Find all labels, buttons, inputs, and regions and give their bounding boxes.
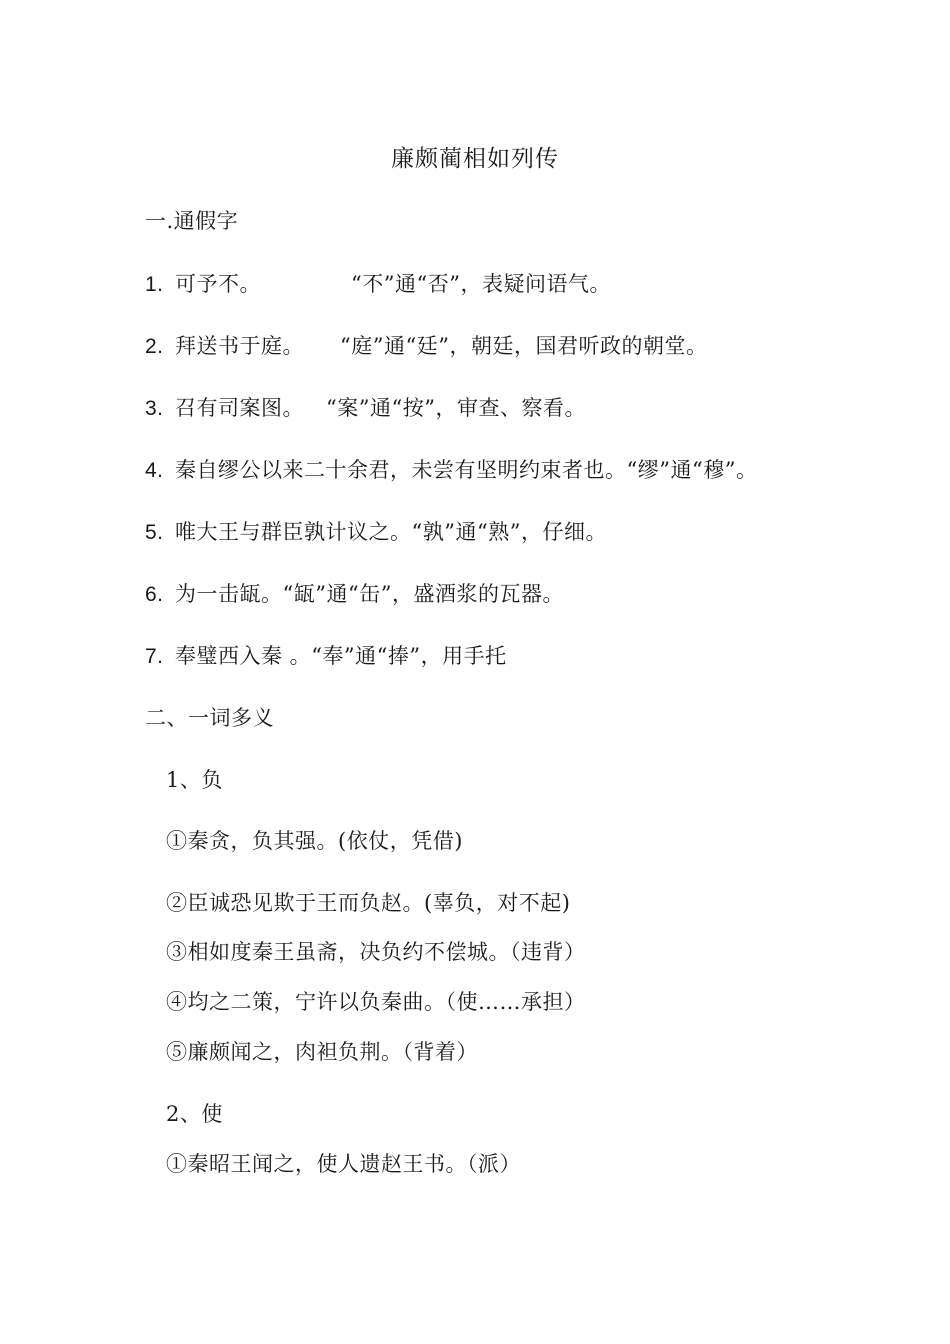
item-sentence: 可予不。 [175, 272, 261, 296]
item-note: “奉”通“捧”，用手托 [311, 644, 507, 668]
word-label-shi: 2、使 [166, 1102, 223, 1126]
meaning-item: ①秦贪，负其强。(依仗，凭借) [166, 829, 463, 853]
list-item [145, 394, 586, 423]
item-sentence: 唯大王与群臣孰计议之。 [175, 520, 412, 544]
item-sentence: 奉璧西入秦 。 [175, 644, 312, 668]
item-sentence: 秦自缪公以来二十余君，未尝有坚明约束者也。 [175, 458, 627, 482]
meaning-item: ②臣诚恐见欺于王而负赵。(辜负，对不起) [166, 891, 571, 915]
item-note: “孰”通“熟”，仔细。 [411, 520, 607, 544]
list-item [145, 270, 611, 299]
meaning-item: ③相如度秦王虽斋，决负约不偿城。（违背） [166, 940, 586, 964]
item-number: 6. [145, 583, 164, 606]
meaning-item: ①秦昭王闻之，使人遗赵王书。（派） [166, 1152, 521, 1176]
list-item [145, 518, 607, 547]
item-number: 1. [145, 273, 164, 296]
item-number: 2. [145, 335, 164, 358]
item-note: “不”通“否”，表疑问语气。 [351, 272, 611, 296]
page-title: 廉颇蔺相如列传 [391, 146, 559, 172]
item-number: 5. [145, 521, 164, 544]
item-sentence: 拜送书于庭。 [175, 334, 304, 358]
item-note: “缻”通“缶”，盛酒浆的瓦器。 [282, 582, 564, 606]
item-note: “案”通“按”，审查、察看。 [326, 396, 586, 420]
item-number: 4. [145, 459, 164, 482]
section-heading-tongjiazi: 一.通假字 [145, 209, 239, 233]
list-item [145, 642, 507, 671]
word-label-fu: 1、负 [166, 768, 223, 792]
meaning-item: ⑤廉颇闻之，肉袒负荆。（背着） [166, 1040, 478, 1064]
item-number: 7. [145, 645, 164, 668]
item-sentence: 为一击缻。 [175, 582, 283, 606]
item-number: 3. [145, 397, 164, 420]
list-item [145, 332, 707, 361]
item-note: “庭”通“廷”，朝廷，国君听政的朝堂。 [340, 334, 708, 358]
list-item [145, 456, 757, 485]
list-item [145, 580, 564, 609]
item-sentence: 召有司案图。 [175, 396, 304, 420]
meaning-item: ④均之二策，宁许以负秦曲。（使……承担） [166, 990, 586, 1014]
section-heading-yiciduoyi: 二、一词多义 [145, 706, 274, 730]
item-note: “缪”通“穆”。 [626, 458, 758, 482]
